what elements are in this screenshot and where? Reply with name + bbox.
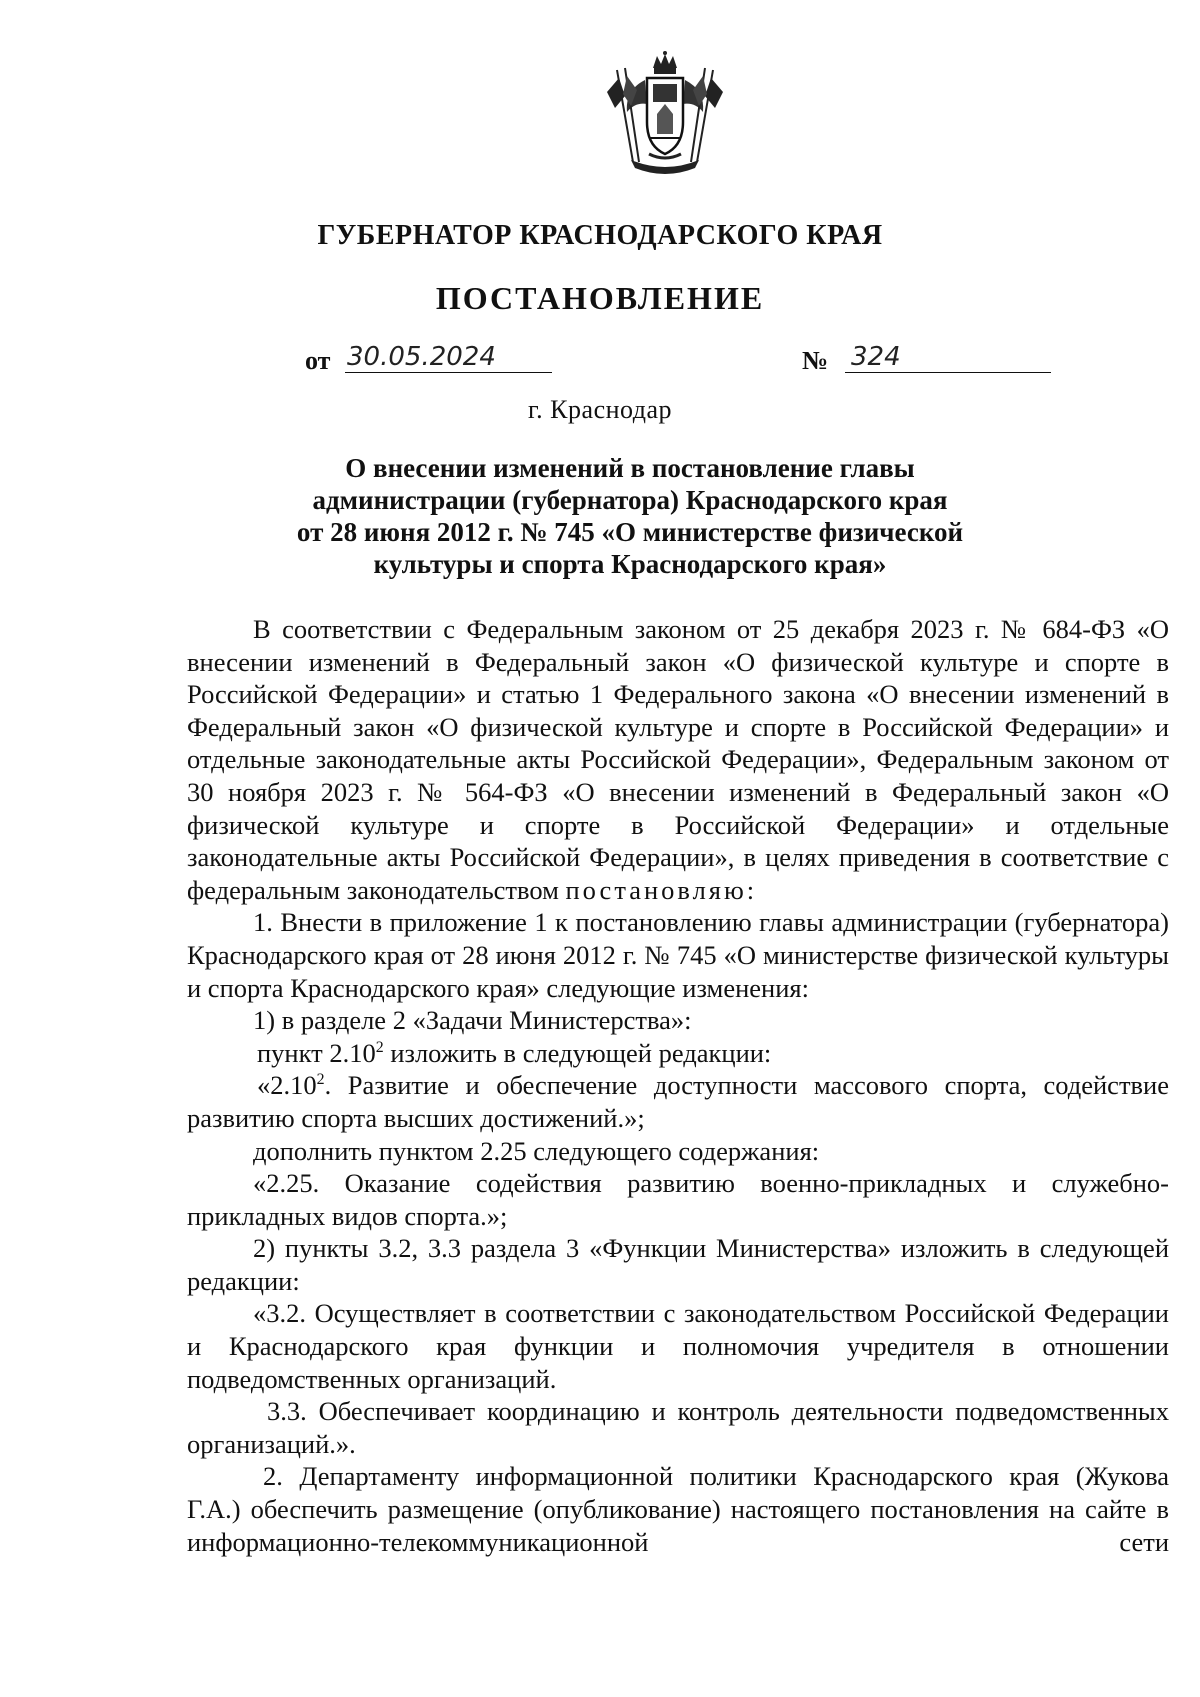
- paragraph-1-1-c: дополнить пунктом 2.25 следующего содержания:: [253, 1135, 820, 1166]
- paragraph-1-1-b: [187, 1069, 1169, 1134]
- date-number-line: [305, 342, 1045, 382]
- paragraph-1-2-a: «3.2. Осуществляет в соответствии с законодательством Российской Федерации и Краснодарского края функции и полномочия учредителя в отношении подведомственных организаций.: [187, 1298, 1169, 1394]
- paragraph-2: 2. Департаменту информационной политики Краснодарского края (Жукова Г.А.) обеспечить размещение (опубликование) настоящего постановления на сайте в информационно-телекоммуникационной сети: [187, 1461, 1169, 1557]
- date-prefix: от: [305, 346, 331, 375]
- resolve-word: постановляю:: [565, 874, 758, 905]
- document-type: ПОСТАНОВЛЕНИЕ: [435, 280, 765, 316]
- title-line: от 28 июня 2012 г. № 745 «О министерстве физической: [296, 517, 964, 547]
- document-title: [240, 452, 1020, 580]
- text-fragment: изложить в следующей редакции:: [383, 1037, 772, 1068]
- superscript: 2: [375, 1038, 384, 1056]
- title-line: культуры и спорта Краснодарского края»: [373, 549, 887, 579]
- text-fragment: «2.10: [257, 1070, 317, 1101]
- coat-of-arms-emblem: [605, 50, 725, 180]
- title-line: О внесении изменений в постановление главы: [345, 453, 915, 483]
- city-name: г. Краснодар: [527, 395, 673, 424]
- paragraph-1-2-b: 3.3. Обеспечивает координацию и контроль деятельности подведомственных организаций.».: [187, 1396, 1169, 1459]
- superscript: 2: [316, 1071, 325, 1089]
- intro-text: В соответствии с Федеральным законом от 25 декабря 2023 г. № 684-ФЗ «О внесении изменений в Федеральный закон «О физической культуре и спорте в Российской Федерации» и статью 1 Федерального закона «О внесении изменений в Федеральный закон «О физической культуре и спорте в Российской Федерации» и отдельные законодательные акты Российской Федерации», Федеральным законом от 30 ноября 2023 г. № 564-ФЗ «О внесении изменений в Федеральный закон «О физической культуре и спорте в Российской Федерации» и отдельные законодательные акты Российской Федерации», в целях приведения в соответствие с федеральным законодательством: [187, 614, 1169, 905]
- document-number: 324: [845, 342, 1051, 373]
- paragraph-1-1: 1) в разделе 2 «Задачи Министерства»:: [253, 1005, 692, 1036]
- paragraph-1-1-a: [187, 1037, 1169, 1070]
- paragraph-1: 1. Внести в приложение 1 к постановлению главы администрации (губернатора) Краснодарского края от 28 июня 2012 г. № 745 «О министерстве физической культуры и спорта Краснодарского края» следующие изменения:: [187, 907, 1169, 1003]
- document-body: [187, 613, 1169, 1558]
- intro-paragraph: [187, 613, 1169, 906]
- document-date: 30.05.2024: [345, 342, 552, 373]
- paragraph-1-2: 2) пункты 3.2, 3.3 раздела 3 «Функции Министерства» изложить в следующей редакции:: [187, 1233, 1169, 1296]
- organization-name: ГУБЕРНАТОР КРАСНОДАРСКОГО КРАЯ: [317, 220, 883, 251]
- title-line: администрации (губернатора) Краснодарского края: [312, 485, 948, 515]
- text-fragment: пункт 2.10: [257, 1037, 376, 1068]
- number-prefix: №: [802, 346, 829, 375]
- text-fragment: . Развитие и обеспечение доступности массового спорта, содействие развитию спорта высших достижений.»;: [187, 1070, 1169, 1133]
- paragraph-1-1-d: «2.25. Оказание содействия развитию военно-прикладных и служебно-прикладных видов спорта.»;: [187, 1168, 1169, 1231]
